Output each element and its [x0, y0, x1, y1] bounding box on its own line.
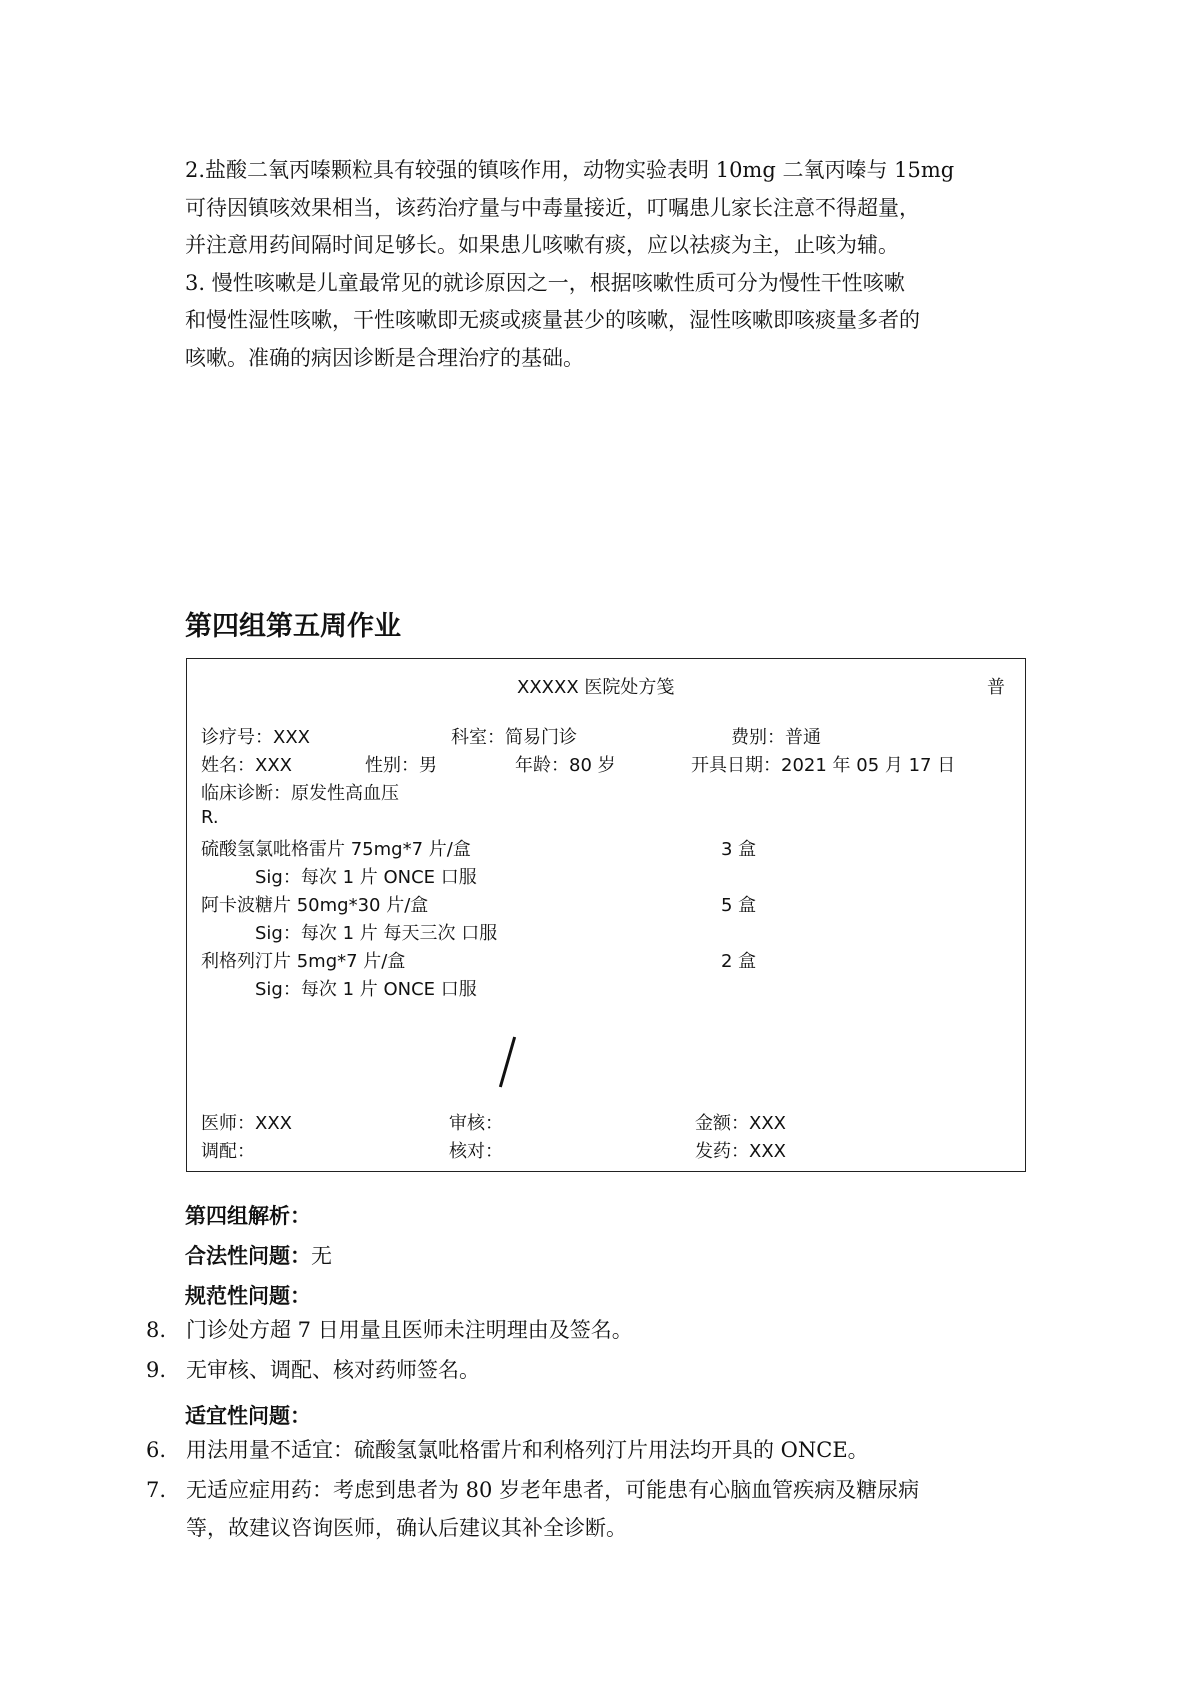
list-item-text: 无适应症用药：考虑到患者为 80 岁老年患者，可能患有心脑血管疾病及糖尿病: [186, 1478, 920, 1502]
issue-signature: 发药：XXX: [695, 1141, 786, 1162]
text-line: 和慢性湿性咳嗽，干性咳嗽即无痰或痰量甚少的咳嗽，湿性咳嗽即咳痰量多者的: [185, 308, 920, 332]
intro-paragraphs: [185, 152, 1025, 377]
drug-name: 利格列汀片 5mg*7 片/盒: [201, 951, 406, 972]
text-line: 3. 慢性咳嗽是儿童最常见的就诊原因之一，根据咳嗽性质可分为慢性干性咳嗽: [185, 270, 905, 295]
drug-name: 硫酸氢氯吡格雷片 75mg*7 片/盒: [201, 839, 471, 860]
norm-heading: [185, 1280, 1025, 1310]
prescription-type-mark: 普: [987, 677, 1005, 698]
issue-date: 开具日期：2021 年 05 月 17 日: [691, 755, 956, 776]
clinic-number: 诊疗号：XXX: [201, 727, 310, 748]
prescription-form: [186, 658, 1026, 1172]
legality-value: 无: [311, 1244, 332, 1268]
analysis-heading-text: 第四组解析：: [185, 1204, 311, 1228]
list-item-text: 门诊处方超 7 日用量且医师未注明理由及签名。: [186, 1318, 633, 1342]
list-item-number: 8.: [146, 1318, 167, 1342]
clinical-diagnosis: 临床诊断：原发性高血压: [201, 783, 399, 804]
suit-label: 适宜性问题：: [185, 1404, 311, 1428]
text-line: 2.盐酸二氧丙嗪颗粒具有较强的镇咳作用，动物实验表明 10mg 二氧丙嗪与 15mg: [185, 158, 955, 182]
list-item-number: 6.: [146, 1438, 167, 1462]
list-item-number: 7.: [146, 1478, 167, 1502]
patient-name: 姓名：XXX: [201, 755, 292, 776]
text-line: 并注意用药间隔时间足够长。如果患儿咳嗽有痰，应以祛痰为主，止咳为辅。: [185, 233, 899, 257]
hospital-title: XXXXX 医院处方笺: [517, 677, 675, 698]
fee-type: 费别：普通: [731, 727, 821, 748]
drug-name: 阿卡波糖片 50mg*30 片/盒: [201, 895, 429, 916]
list-item-number: 9.: [146, 1358, 167, 1382]
department: 科室：简易门诊: [451, 727, 577, 748]
section-title: 第四组第五周作业: [185, 611, 401, 642]
doctor-signature: 医师：XXX: [201, 1113, 292, 1134]
list-item-text: 无审核、调配、核对药师签名。: [186, 1358, 480, 1382]
suit-heading: [185, 1400, 1025, 1430]
drug-sig: Sig：每次 1 片 每天三次 口服: [255, 923, 498, 944]
norm-label: 规范性问题：: [185, 1284, 311, 1308]
legality-row: [185, 1240, 1025, 1270]
drug-sig: Sig：每次 1 片 ONCE 口服: [255, 979, 477, 1000]
check-signature: 核对：: [449, 1141, 503, 1162]
legality-label: 合法性问题：: [185, 1244, 311, 1268]
drug-quantity: 5 盒: [721, 895, 757, 916]
rx-mark: R.: [201, 807, 219, 828]
text-line: 咳嗽。准确的病因诊断是合理治疗的基础。: [185, 345, 584, 370]
analysis-heading: [185, 1200, 1025, 1230]
list-item-text: 用法用量不适宜：硫酸氢氯吡格雷片和利格列汀片用法均开具的 ONCE。: [186, 1438, 869, 1462]
patient-age: 年龄：80 岁: [515, 755, 616, 776]
review-signature: 审核：: [449, 1113, 503, 1134]
drug-sig: Sig：每次 1 片 ONCE 口服: [255, 867, 477, 888]
drug-quantity: 3 盒: [721, 839, 757, 860]
text-line: 可待因镇咳效果相当，该药治疗量与中毒量接近，叮嘱患儿家长注意不得超量，: [185, 195, 920, 220]
amount: 金额：XXX: [695, 1113, 786, 1134]
drug-quantity: 2 盒: [721, 951, 757, 972]
patient-gender: 性别：男: [365, 755, 437, 776]
dispense-signature: 调配：: [201, 1141, 255, 1162]
list-item-text-continued: 等，故建议咨询医师，确认后建议其补全诊断。: [186, 1516, 627, 1540]
